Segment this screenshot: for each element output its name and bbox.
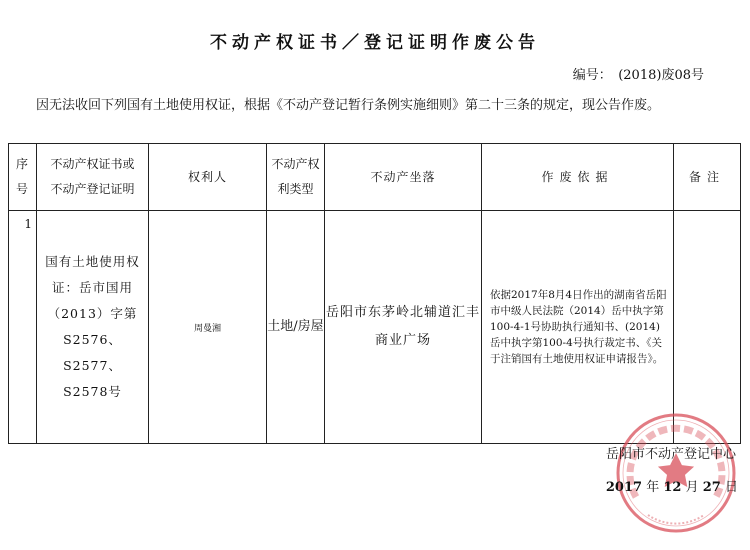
issue-year-suffix: 年	[646, 480, 660, 495]
issue-day: 27	[702, 480, 721, 495]
cell-certificate: 国有土地使用权证：岳市国用（2013）字第S2576、S2577、S2578号	[37, 211, 149, 444]
header-seq-line-2: 号	[15, 182, 29, 196]
issue-month: 12	[663, 480, 682, 495]
issuing-organization: 岳阳市不动产登记中心	[605, 447, 736, 462]
cell-location: 岳阳市东茅岭北辅道汇丰商业广场	[325, 211, 482, 444]
issue-month-suffix: 月	[685, 480, 699, 495]
issue-date	[606, 476, 738, 495]
header-certificate-line-1: 不动产权证书或	[50, 157, 135, 171]
issue-day-suffix: 日	[724, 480, 738, 495]
header-certificate-line-2: 不动产登记证明	[50, 182, 135, 196]
header-right-type-line-2: 利类型	[277, 182, 314, 196]
notice-title: 不动产权证书／登记证明作废公告	[210, 33, 540, 53]
header-right-type-line-1: 不动产权	[271, 157, 320, 171]
cell-remark	[674, 211, 741, 444]
cell-seq: 1	[9, 211, 37, 444]
document-number: 编号： (2018)废08号	[572, 68, 704, 83]
cell-owner: 周曼湘	[149, 211, 267, 444]
header-seq	[9, 144, 37, 211]
table-row	[9, 211, 741, 444]
void-certificate-table	[8, 143, 741, 444]
header-seq-line-1: 序	[15, 157, 29, 171]
header-location: 不动产坐落	[325, 144, 482, 211]
header-right-type	[267, 144, 325, 211]
header-certificate	[37, 144, 149, 211]
notice-intro: 因无法收回下列国有土地使用权证，根据《不动产登记暂行条例实施细则》第二十三条的规定，现公告作废。	[36, 98, 661, 113]
cell-right-type: 土地/房屋	[267, 211, 325, 444]
official-seal	[614, 411, 738, 535]
header-basis: 作废依据	[482, 144, 674, 211]
issue-year: 2017	[605, 480, 643, 495]
cell-basis: 依据2017年8月4日作出的湖南省岳阳市中级人民法院（2014）岳中执字第100-4-1号协助执行通知书、(2014)岳中执字第100-4号执行裁定书、《关于注销国有土地使用权证申请报告》。	[482, 211, 674, 444]
table-header-row	[9, 144, 741, 211]
header-owner: 权利人	[149, 144, 267, 211]
header-remark: 备注	[674, 144, 741, 211]
